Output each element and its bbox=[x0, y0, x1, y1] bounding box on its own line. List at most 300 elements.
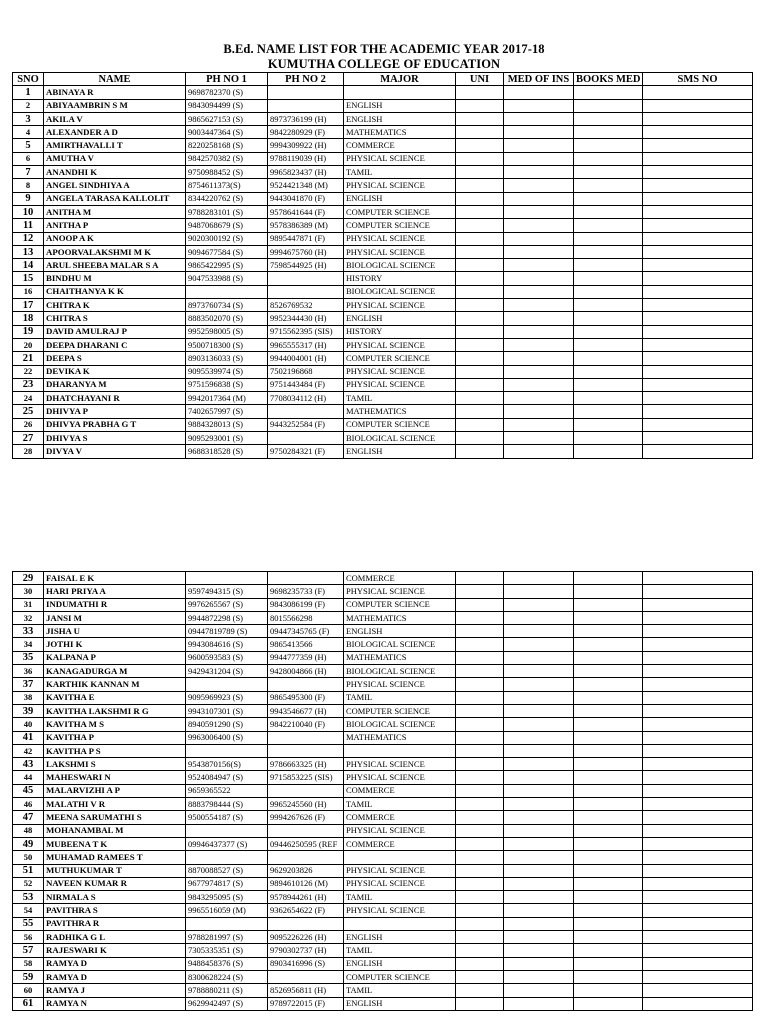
cell-name: RAMYA D bbox=[44, 957, 186, 970]
table-row bbox=[13, 152, 753, 165]
cell-sms-no bbox=[643, 691, 753, 704]
cell-phone-2: 9789722015 (F) bbox=[268, 997, 344, 1010]
cell-phone-1: 8344220762 (S) bbox=[186, 192, 268, 205]
cell-name: KAVITHA P S bbox=[44, 744, 186, 757]
cell-sms-no bbox=[643, 611, 753, 624]
cell-books-med bbox=[574, 259, 643, 272]
cell-major: TAMIL bbox=[344, 166, 456, 179]
cell-major bbox=[344, 86, 456, 99]
cell-phone-2: 9443041870 (F) bbox=[268, 192, 344, 205]
table-row bbox=[13, 392, 753, 405]
cell-sms-no bbox=[643, 352, 753, 365]
cell-uni bbox=[456, 864, 504, 877]
table-row bbox=[13, 312, 753, 325]
cell-uni bbox=[456, 245, 504, 258]
cell-sno: 48 bbox=[13, 824, 44, 837]
cell-phone-2: 9865495300 (F) bbox=[268, 691, 344, 704]
cell-phone-2: 9994309922 (H) bbox=[268, 139, 344, 152]
cell-uni bbox=[456, 598, 504, 611]
cell-med-of-ins bbox=[504, 585, 574, 598]
college-name: KUMUTHA COLLEGE OF EDUCATION bbox=[267, 57, 501, 71]
cell-phone-2: 9524421348 (M) bbox=[268, 179, 344, 192]
cell-sno: 22 bbox=[13, 365, 44, 378]
cell-name: KAVITHA M S bbox=[44, 718, 186, 731]
cell-name: MUBEENA T K bbox=[44, 837, 186, 850]
cell-name: ABIYAAMBRIN S M bbox=[44, 99, 186, 112]
cell-books-med bbox=[574, 272, 643, 285]
cell-phone-2: 8973736199 (H) bbox=[268, 112, 344, 125]
cell-sms-no bbox=[643, 232, 753, 245]
cell-name: DEEPA S bbox=[44, 352, 186, 365]
cell-major: PHYSICAL SCIENCE bbox=[344, 299, 456, 312]
cell-sms-no bbox=[643, 704, 753, 717]
cell-uni bbox=[456, 651, 504, 664]
cell-name: ABINAYA R bbox=[44, 86, 186, 99]
cell-phone-2: 7502196868 bbox=[268, 365, 344, 378]
cell-phone-2 bbox=[268, 678, 344, 691]
cell-books-med bbox=[574, 851, 643, 864]
table-row bbox=[13, 931, 753, 944]
cell-uni bbox=[456, 139, 504, 152]
cell-med-of-ins bbox=[504, 432, 574, 445]
cell-phone-1: 9543870156(S) bbox=[186, 758, 268, 771]
cell-name: DHATCHAYANI R bbox=[44, 392, 186, 405]
cell-major: MATHEMATICS bbox=[344, 651, 456, 664]
cell-name: MEENA SARUMATHI S bbox=[44, 811, 186, 824]
cell-books-med bbox=[574, 205, 643, 218]
cell-sno: 25 bbox=[13, 405, 44, 418]
cell-books-med bbox=[574, 891, 643, 904]
cell-med-of-ins bbox=[504, 112, 574, 125]
cell-sms-no bbox=[643, 126, 753, 139]
cell-sms-no bbox=[643, 917, 753, 930]
cell-phone-1: 9600593583 (S) bbox=[186, 651, 268, 664]
cell-name: RAMYA N bbox=[44, 997, 186, 1010]
cell-phone-2: 9944004001 (H) bbox=[268, 352, 344, 365]
cell-med-of-ins bbox=[504, 678, 574, 691]
cell-sms-no bbox=[643, 944, 753, 957]
cell-uni bbox=[456, 445, 504, 458]
cell-uni bbox=[456, 944, 504, 957]
cell-sms-no bbox=[643, 731, 753, 744]
name-list-table-page2 bbox=[12, 571, 753, 1011]
cell-books-med bbox=[574, 152, 643, 165]
cell-phone-1: 9698782370 (S) bbox=[186, 86, 268, 99]
cell-sms-no bbox=[643, 325, 753, 338]
cell-books-med bbox=[574, 944, 643, 957]
cell-name: JOTHI K bbox=[44, 638, 186, 651]
cell-phone-1: 9659365522 bbox=[186, 784, 268, 797]
cell-major: ENGLISH bbox=[344, 312, 456, 325]
cell-sno: 6 bbox=[13, 152, 44, 165]
cell-sno: 14 bbox=[13, 259, 44, 272]
cell-books-med bbox=[574, 179, 643, 192]
cell-sno: 23 bbox=[13, 378, 44, 391]
header-sms-no: SMS NO bbox=[643, 73, 753, 86]
cell-major: TAMIL bbox=[344, 984, 456, 997]
cell-books-med bbox=[574, 744, 643, 757]
cell-sms-no bbox=[643, 418, 753, 431]
cell-uni bbox=[456, 86, 504, 99]
cell-major: COMMERCE bbox=[344, 811, 456, 824]
cell-phone-1: 9751596838 (S) bbox=[186, 378, 268, 391]
cell-major: HISTORY bbox=[344, 272, 456, 285]
table-row bbox=[13, 418, 753, 431]
cell-phone-1 bbox=[186, 851, 268, 864]
cell-name: JANSI M bbox=[44, 611, 186, 624]
cell-uni bbox=[456, 824, 504, 837]
cell-sno: 33 bbox=[13, 625, 44, 638]
cell-phone-1: 9094677584 (S) bbox=[186, 245, 268, 258]
cell-books-med bbox=[574, 957, 643, 970]
cell-books-med bbox=[574, 245, 643, 258]
document-title: B.Ed. NAME LIST FOR THE ACADEMIC YEAR 2017-18 bbox=[223, 42, 545, 56]
cell-uni bbox=[456, 877, 504, 890]
cell-name: INDUMATHI R bbox=[44, 598, 186, 611]
cell-uni bbox=[456, 205, 504, 218]
cell-uni bbox=[456, 418, 504, 431]
cell-major: TAMIL bbox=[344, 691, 456, 704]
cell-sno: 21 bbox=[13, 352, 44, 365]
cell-phone-1 bbox=[186, 824, 268, 837]
cell-phone-2: 9715562395 (SIS) bbox=[268, 325, 344, 338]
cell-phone-2 bbox=[268, 285, 344, 298]
table-row bbox=[13, 405, 753, 418]
cell-sms-no bbox=[643, 245, 753, 258]
cell-name: RAJESWARI K bbox=[44, 944, 186, 957]
cell-med-of-ins bbox=[504, 166, 574, 179]
cell-phone-1: 8300628224 (S) bbox=[186, 970, 268, 983]
cell-sms-no bbox=[643, 139, 753, 152]
cell-phone-1: 9788283101 (S) bbox=[186, 205, 268, 218]
table-body-page1 bbox=[13, 86, 753, 458]
cell-books-med bbox=[574, 691, 643, 704]
cell-phone-1: 9003447364 (S) bbox=[186, 126, 268, 139]
cell-books-med bbox=[574, 611, 643, 624]
cell-books-med bbox=[574, 704, 643, 717]
cell-med-of-ins bbox=[504, 651, 574, 664]
cell-sno: 8 bbox=[13, 179, 44, 192]
cell-sno: 18 bbox=[13, 312, 44, 325]
cell-sms-no bbox=[643, 837, 753, 850]
cell-phone-1: 9952598005 (S) bbox=[186, 325, 268, 338]
cell-major: PHYSICAL SCIENCE bbox=[344, 232, 456, 245]
cell-med-of-ins bbox=[504, 418, 574, 431]
table-row bbox=[13, 112, 753, 125]
cell-books-med bbox=[574, 758, 643, 771]
cell-sms-no bbox=[643, 678, 753, 691]
cell-sno: 38 bbox=[13, 691, 44, 704]
cell-major: COMPUTER SCIENCE bbox=[344, 219, 456, 232]
cell-major: PHYSICAL SCIENCE bbox=[344, 877, 456, 890]
cell-books-med bbox=[574, 904, 643, 917]
cell-phone-1: 7402657997 (S) bbox=[186, 405, 268, 418]
cell-name: ALEXANDER A D bbox=[44, 126, 186, 139]
cell-med-of-ins bbox=[504, 970, 574, 983]
cell-sms-no bbox=[643, 744, 753, 757]
cell-phone-2: 9578386389 (M) bbox=[268, 219, 344, 232]
cell-sms-no bbox=[643, 931, 753, 944]
cell-phone-2: 9428004866 (H) bbox=[268, 665, 344, 678]
cell-sms-no bbox=[643, 718, 753, 731]
cell-uni bbox=[456, 625, 504, 638]
table-row bbox=[13, 678, 753, 691]
cell-sno: 57 bbox=[13, 944, 44, 957]
cell-phone-2: 9750284321 (F) bbox=[268, 445, 344, 458]
cell-phone-1: 9943107301 (S) bbox=[186, 704, 268, 717]
cell-sms-no bbox=[643, 219, 753, 232]
cell-major: ENGLISH bbox=[344, 957, 456, 970]
cell-sno: 51 bbox=[13, 864, 44, 877]
cell-uni bbox=[456, 997, 504, 1010]
cell-med-of-ins bbox=[504, 232, 574, 245]
cell-name: BINDHU M bbox=[44, 272, 186, 285]
cell-uni bbox=[456, 392, 504, 405]
cell-sno: 54 bbox=[13, 904, 44, 917]
table-row bbox=[13, 904, 753, 917]
cell-name: FAISAL E K bbox=[44, 572, 186, 585]
cell-uni bbox=[456, 665, 504, 678]
cell-phone-1: 9095293001 (S) bbox=[186, 432, 268, 445]
cell-phone-1: 9677974817 (S) bbox=[186, 877, 268, 890]
table-row bbox=[13, 219, 753, 232]
cell-phone-1: 9688318528 (S) bbox=[186, 445, 268, 458]
cell-sms-no bbox=[643, 798, 753, 811]
cell-phone-1: 8940591290 (S) bbox=[186, 718, 268, 731]
cell-med-of-ins bbox=[504, 325, 574, 338]
cell-uni bbox=[456, 179, 504, 192]
table-row bbox=[13, 651, 753, 664]
cell-books-med bbox=[574, 86, 643, 99]
cell-med-of-ins bbox=[504, 811, 574, 824]
cell-phone-2 bbox=[268, 86, 344, 99]
cell-major: BIOLOGICAL SCIENCE bbox=[344, 718, 456, 731]
cell-uni bbox=[456, 365, 504, 378]
cell-sms-no bbox=[643, 272, 753, 285]
cell-sno: 7 bbox=[13, 166, 44, 179]
cell-med-of-ins bbox=[504, 259, 574, 272]
cell-uni bbox=[456, 798, 504, 811]
cell-name: MALARVIZHI A P bbox=[44, 784, 186, 797]
cell-major: ENGLISH bbox=[344, 112, 456, 125]
cell-books-med bbox=[574, 166, 643, 179]
cell-sms-no bbox=[643, 984, 753, 997]
cell-med-of-ins bbox=[504, 824, 574, 837]
cell-phone-2 bbox=[268, 731, 344, 744]
cell-sms-no bbox=[643, 392, 753, 405]
cell-major: TAMIL bbox=[344, 944, 456, 957]
cell-phone-2: 9965245560 (H) bbox=[268, 798, 344, 811]
cell-phone-2: 9865413566 bbox=[268, 638, 344, 651]
cell-major: ENGLISH bbox=[344, 445, 456, 458]
cell-phone-2: 9894610126 (M) bbox=[268, 877, 344, 890]
cell-med-of-ins bbox=[504, 837, 574, 850]
cell-med-of-ins bbox=[504, 139, 574, 152]
cell-sms-no bbox=[643, 285, 753, 298]
table-row bbox=[13, 891, 753, 904]
cell-uni bbox=[456, 731, 504, 744]
cell-uni bbox=[456, 338, 504, 351]
cell-name: ANANDHI K bbox=[44, 166, 186, 179]
table-row bbox=[13, 665, 753, 678]
cell-books-med bbox=[574, 192, 643, 205]
cell-books-med bbox=[574, 598, 643, 611]
cell-books-med bbox=[574, 864, 643, 877]
cell-med-of-ins bbox=[504, 272, 574, 285]
cell-med-of-ins bbox=[504, 405, 574, 418]
cell-phone-1: 9963006400 (S) bbox=[186, 731, 268, 744]
cell-phone-2 bbox=[268, 917, 344, 930]
cell-med-of-ins bbox=[504, 152, 574, 165]
cell-med-of-ins bbox=[504, 365, 574, 378]
cell-sms-no bbox=[643, 99, 753, 112]
cell-books-med bbox=[574, 625, 643, 638]
cell-name: NIRMALA S bbox=[44, 891, 186, 904]
cell-books-med bbox=[574, 285, 643, 298]
cell-major: COMPUTER SCIENCE bbox=[344, 704, 456, 717]
cell-major: ENGLISH bbox=[344, 625, 456, 638]
cell-phone-2: 9965823437 (H) bbox=[268, 166, 344, 179]
cell-sno: 45 bbox=[13, 784, 44, 797]
cell-phone-1: 9843094499 (S) bbox=[186, 99, 268, 112]
header-uni: UNI bbox=[456, 73, 504, 86]
cell-uni bbox=[456, 984, 504, 997]
cell-major: BIOLOGICAL SCIENCE bbox=[344, 259, 456, 272]
cell-med-of-ins bbox=[504, 944, 574, 957]
cell-name: DHIVYA PRABHA G T bbox=[44, 418, 186, 431]
cell-name: RADHIKA G L bbox=[44, 931, 186, 944]
cell-uni bbox=[456, 572, 504, 585]
cell-sms-no bbox=[643, 585, 753, 598]
table-row bbox=[13, 126, 753, 139]
cell-sno: 17 bbox=[13, 299, 44, 312]
cell-sno: 46 bbox=[13, 798, 44, 811]
cell-sms-no bbox=[643, 957, 753, 970]
cell-sms-no bbox=[643, 638, 753, 651]
cell-phone-1: 9500718300 (S) bbox=[186, 338, 268, 351]
cell-med-of-ins bbox=[504, 691, 574, 704]
cell-phone-1: 8903136033 (S) bbox=[186, 352, 268, 365]
cell-sno: 58 bbox=[13, 957, 44, 970]
cell-sno: 13 bbox=[13, 245, 44, 258]
cell-med-of-ins bbox=[504, 638, 574, 651]
cell-uni bbox=[456, 744, 504, 757]
table-row bbox=[13, 378, 753, 391]
cell-med-of-ins bbox=[504, 245, 574, 258]
cell-phone-2: 9715853225 (SIS) bbox=[268, 771, 344, 784]
cell-uni bbox=[456, 325, 504, 338]
cell-sms-no bbox=[643, 970, 753, 983]
cell-uni bbox=[456, 931, 504, 944]
cell-major: ENGLISH bbox=[344, 931, 456, 944]
cell-books-med bbox=[574, 312, 643, 325]
cell-med-of-ins bbox=[504, 904, 574, 917]
cell-major: PHYSICAL SCIENCE bbox=[344, 585, 456, 598]
cell-name: ANGELA TARASA KALLOLIT bbox=[44, 192, 186, 205]
cell-sms-no bbox=[643, 758, 753, 771]
cell-sno: 55 bbox=[13, 917, 44, 930]
cell-books-med bbox=[574, 811, 643, 824]
cell-books-med bbox=[574, 917, 643, 930]
cell-books-med bbox=[574, 718, 643, 731]
table-row bbox=[13, 984, 753, 997]
cell-name: PAVITHRA S bbox=[44, 904, 186, 917]
cell-name: RAMYA D bbox=[44, 970, 186, 983]
cell-sno: 27 bbox=[13, 432, 44, 445]
table-row bbox=[13, 86, 753, 99]
cell-med-of-ins bbox=[504, 798, 574, 811]
cell-uni bbox=[456, 99, 504, 112]
cell-phone-1: 9597494315 (S) bbox=[186, 585, 268, 598]
cell-name: APOORVALAKSHMI M K bbox=[44, 245, 186, 258]
cell-books-med bbox=[574, 352, 643, 365]
table-row bbox=[13, 864, 753, 877]
cell-sms-no bbox=[643, 651, 753, 664]
cell-major: PHYSICAL SCIENCE bbox=[344, 771, 456, 784]
cell-books-med bbox=[574, 651, 643, 664]
cell-uni bbox=[456, 704, 504, 717]
cell-sno: 5 bbox=[13, 139, 44, 152]
cell-phone-1: 9843295095 (S) bbox=[186, 891, 268, 904]
cell-phone-1 bbox=[186, 744, 268, 757]
cell-name: DHARANYA M bbox=[44, 378, 186, 391]
cell-uni bbox=[456, 811, 504, 824]
cell-uni bbox=[456, 904, 504, 917]
cell-phone-2: 9965555317 (H) bbox=[268, 338, 344, 351]
cell-name: KAVITHA E bbox=[44, 691, 186, 704]
cell-major: PHYSICAL SCIENCE bbox=[344, 758, 456, 771]
cell-name: CHAITHANYA K K bbox=[44, 285, 186, 298]
table-row bbox=[13, 851, 753, 864]
cell-books-med bbox=[574, 731, 643, 744]
cell-sno: 44 bbox=[13, 771, 44, 784]
cell-sno: 29 bbox=[13, 572, 44, 585]
table-row bbox=[13, 259, 753, 272]
table-row bbox=[13, 352, 753, 365]
cell-name: CHITRA K bbox=[44, 299, 186, 312]
cell-med-of-ins bbox=[504, 312, 574, 325]
cell-books-med bbox=[574, 139, 643, 152]
cell-phone-2: 9095226226 (H) bbox=[268, 931, 344, 944]
table-row bbox=[13, 272, 753, 285]
cell-sms-no bbox=[643, 784, 753, 797]
cell-books-med bbox=[574, 585, 643, 598]
cell-sms-no bbox=[643, 625, 753, 638]
cell-sms-no bbox=[643, 338, 753, 351]
cell-sno: 52 bbox=[13, 877, 44, 890]
cell-sms-no bbox=[643, 405, 753, 418]
cell-med-of-ins bbox=[504, 957, 574, 970]
cell-sno: 15 bbox=[13, 272, 44, 285]
cell-phone-1: 8870088527 (S) bbox=[186, 864, 268, 877]
table-row bbox=[13, 232, 753, 245]
cell-major: PHYSICAL SCIENCE bbox=[344, 179, 456, 192]
table-row bbox=[13, 731, 753, 744]
cell-major: ENGLISH bbox=[344, 997, 456, 1010]
table-row bbox=[13, 625, 753, 638]
table-row bbox=[13, 997, 753, 1010]
cell-med-of-ins bbox=[504, 445, 574, 458]
cell-uni bbox=[456, 771, 504, 784]
header-sno: SNO bbox=[13, 73, 44, 86]
cell-books-med bbox=[574, 997, 643, 1010]
cell-phone-2 bbox=[268, 272, 344, 285]
cell-sno: 43 bbox=[13, 758, 44, 771]
cell-med-of-ins bbox=[504, 931, 574, 944]
cell-uni bbox=[456, 112, 504, 125]
table-row bbox=[13, 917, 753, 930]
cell-books-med bbox=[574, 392, 643, 405]
